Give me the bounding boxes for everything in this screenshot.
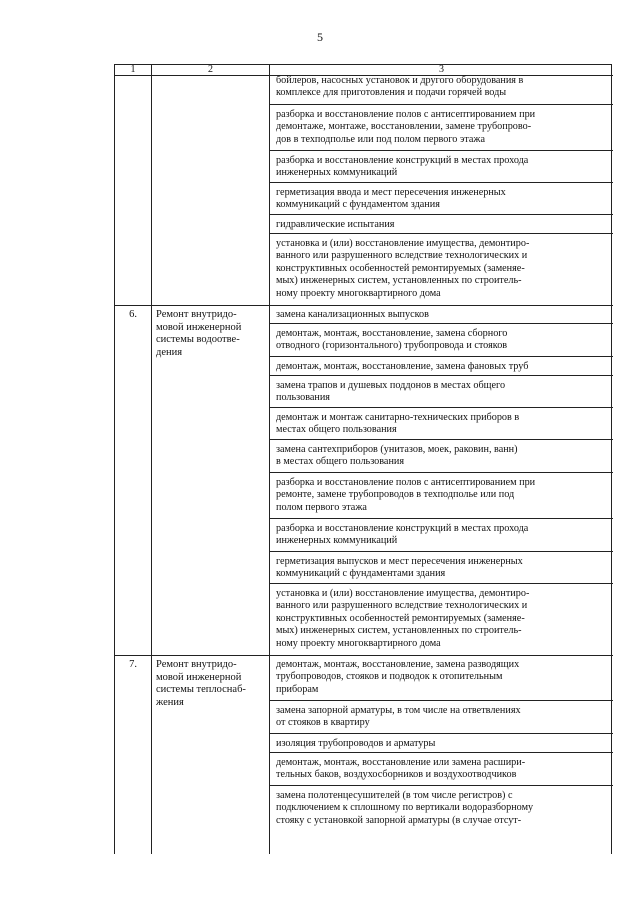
table-row: разборка и восстановление конструкций в местах прохода инженерных коммуникаций: [276, 155, 529, 179]
row-divider: [270, 733, 613, 734]
table-row: герметизация выпусков и мест пересечения инженерных коммуникаций с фундаментами здания: [276, 556, 523, 580]
row-divider: [270, 233, 613, 234]
header-col-1: 1: [130, 64, 136, 75]
row-divider: [270, 583, 613, 584]
section-divider: [115, 305, 613, 306]
header-col-2: 2: [208, 64, 213, 75]
row-divider: [270, 472, 613, 473]
table-row: разборка и восстановление полов с антисептированием при демонтаже, монтаже, восстановлении, замене трубопрово- дов в техподполье или под полом первого этажа: [276, 109, 536, 145]
row-divider: [270, 439, 613, 440]
table-row: бойлеров, насосных установок и другого оборудования в комплексе для приготовления и подачи горячей воды: [276, 75, 524, 99]
section-name: Ремонт внутридо- мовой инженерной системы теплоснаб- жения: [156, 659, 246, 708]
section-number: 6.: [129, 309, 137, 320]
table-row: демонтаж, монтаж, восстановление, замена сборного отводного (горизонтального) трубопровода и стояков: [276, 328, 508, 352]
row-divider: [270, 407, 613, 408]
works-table: [114, 64, 612, 854]
page-number: 5: [317, 30, 323, 44]
table-row: замена трапов и душевых поддонов в местах общего пользования: [276, 380, 506, 404]
section-number: 7.: [129, 659, 137, 670]
table-row: разборка и восстановление конструкций в местах прохода инженерных коммуникаций: [276, 523, 529, 547]
column-divider: [269, 65, 270, 854]
row-divider: [270, 518, 613, 519]
table-row: установка и (или) восстановление имущества, демонтиро- ванного или разрушенного вследствие технологических и конструктивных особенностей ремонтируемых (заменяе- мых) инженерных систем, установленных по строитель- ному проекту многоквартирного дома: [276, 588, 530, 649]
row-divider: [270, 551, 613, 552]
row-divider: [270, 214, 613, 215]
table-row: разборка и восстановление полов с антисептированием при ремонте, замене трубопроводов в техподполье или под полом первого этажа: [276, 477, 536, 513]
row-divider: [270, 150, 613, 151]
row-divider: [270, 700, 613, 701]
row-divider: [270, 182, 613, 183]
row-divider: [270, 375, 613, 376]
table-row: герметизация ввода и мест пересечения инженерных коммуникаций с фундаментом здания: [276, 187, 506, 211]
row-divider: [270, 323, 613, 324]
header-col-3: 3: [439, 64, 444, 75]
table-row: замена сантехприборов (унитазов, моек, раковин, ванн) в местах общего пользования: [276, 444, 518, 468]
table-row: демонтаж и монтаж санитарно-технических приборов в местах общего пользования: [276, 412, 520, 436]
table-row: замена канализационных выпусков: [276, 309, 429, 320]
row-divider: [270, 785, 613, 786]
section-divider: [115, 655, 613, 656]
table-row: гидравлические испытания: [276, 219, 395, 230]
table-row: демонтаж, монтаж, восстановление, замена фановых труб: [276, 361, 529, 372]
table-row: демонтаж, монтаж, восстановление или замена расшири- тельных баков, воздухосборников и воздухоотводчиков: [276, 757, 526, 781]
column-divider: [151, 65, 152, 854]
section-name: Ремонт внутридо- мовой инженерной системы водоотве- дения: [156, 309, 242, 358]
row-divider: [270, 752, 613, 753]
row-divider: [270, 104, 613, 105]
table-row: изоляция трубопроводов и арматуры: [276, 738, 436, 749]
table-row: установка и (или) восстановление имущества, демонтиро- ванного или разрушенного вследствие технологических и конструктивных особенностей ремонтируемых (заменяе- мых) инженерных систем, установленных по строитель- ному проекту многоквартирного дома: [276, 238, 530, 299]
row-divider: [270, 356, 613, 357]
table-row: демонтаж, монтаж, восстановление, замена разводящих трубопроводов, стояков и подводок к отопительным приборам: [276, 659, 520, 695]
table-row: замена полотенцесушителей (в том числе регистров) с подключением к сплошному по вертикали водоразборному стояку с установкой запорной арматуры (в случае отсут-: [276, 790, 534, 826]
table-row: замена запорной арматуры, в том числе на ответвлениях от стояков в квартиру: [276, 705, 521, 729]
